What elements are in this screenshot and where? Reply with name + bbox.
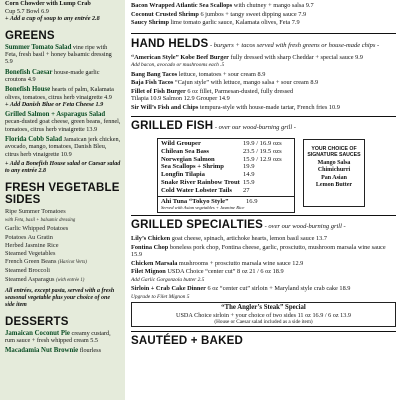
fish-row — [158, 156, 294, 164]
section-divider — [131, 331, 396, 332]
side-item — [5, 258, 121, 267]
item-desc: hearts of palm, Kalamata olives, tomatoes, citrus herb vinaigrette 4.9 — [5, 86, 114, 101]
section-title: GRILLED SPECIALTIES — [131, 219, 264, 231]
special-title: “The Angler’s Steak” Special — [221, 304, 306, 311]
soup-note: + Add a cup of soup to any entrée 2.8 — [5, 15, 100, 23]
item-desc: pecan-dusted goat cheese, green beans, fennel, tomatoes, citrus herb vinaigrette 13.9 — [5, 118, 121, 133]
item-name: Saucy Shrimp — [131, 19, 169, 26]
handheld-item — [131, 54, 396, 70]
item-name: Sirloin + Crab Cake Dinner — [131, 285, 206, 292]
grilled-fish-heading — [131, 120, 396, 134]
handheld-item — [131, 88, 396, 96]
side-item: Garlic Whipped Potatoes — [5, 225, 69, 233]
section-divider — [131, 33, 396, 34]
item-note: Upgrade to Filet Mignon 5 — [131, 293, 190, 300]
item-name: Lily’s Chicken — [131, 235, 171, 242]
desserts-heading: DESSERTS — [5, 315, 69, 328]
item-desc: house-made garlic croutons 4.9 — [5, 68, 100, 83]
section-subtitle: - over our wood-burning grill - — [213, 124, 296, 131]
fish-special-row — [161, 198, 291, 206]
side-item: Steamed Vegetables — [5, 249, 56, 257]
item-desc: fully dressed with sharp Cheddar + special sauce 9.9 — [228, 53, 363, 61]
item-name: Grilled Salmon + Asparagus Salad — [5, 111, 106, 119]
section-subtitle: - burgers + tacos served with fresh greens or house-made chips - — [208, 41, 380, 49]
item-desc: lime tomato garlic sauce, Kalamata olives, Feta 7.9 — [168, 19, 300, 26]
sauce-item: Pan Asian — [321, 174, 347, 181]
item-name: “American Style” Kobe Beef Burger — [131, 53, 229, 61]
item-desc: 6 oz “center cut” sirloin + Maryland style crab cake 18.9 — [205, 285, 351, 292]
soup-prices: Cup 5.7 Bowl 6.9 — [5, 7, 49, 15]
item-desc: boneless pork chop, Fontina cheese, garlic, prosciutto, mushroom marsala wine sauce 15.9 — [131, 243, 386, 258]
specialty-item — [131, 285, 396, 301]
specialty-item — [131, 244, 396, 259]
section-title: HAND HELDS — [131, 37, 209, 50]
hand-helds-heading — [131, 38, 396, 52]
menu-item-addon: + Add Danish Blue or Feta Cheese 1.9 — [5, 100, 104, 108]
item-name: Macadamia Nut Brownie — [5, 347, 79, 355]
item-desc: mushrooms + prosciutto marsala wine sauce 12.9 — [177, 259, 304, 267]
soup-title: Corn Chowder with Lump Crab — [5, 0, 91, 7]
item-desc: 6 oz fillet, Parmesan-dusted, fully dressed — [185, 87, 294, 95]
fish-special-note: Served with Asian vegetables + Jasmine Rice — [161, 205, 245, 211]
item-desc: “Cajun style” with lettuce, mango salsa + sour cream 8.9 — [173, 79, 319, 86]
side-note: with Feta, basil + balsamic dressing — [5, 218, 76, 224]
appetizer-item — [131, 2, 396, 10]
side-name: Ripe Summer Tomatoes — [5, 207, 66, 215]
section-title: GRILLED FISH — [131, 120, 214, 132]
grilled-specialties-heading — [131, 219, 396, 233]
item-desc: goat cheese, spinach, artichoke hearts, lemon basil sauce 13.7 — [170, 235, 327, 242]
fish-row — [158, 140, 294, 148]
menu-item — [5, 111, 121, 133]
item-desc: creamy custard, rum sauce + fresh whipped cream 5.5 — [5, 329, 111, 345]
appetizer-item — [131, 11, 396, 19]
item-desc: USDA Choice “center cut” 8 oz 21 / 6 oz 18.9 — [165, 268, 284, 275]
soup-block — [5, 0, 121, 23]
fish-name: Chilean Sea Bass — [161, 147, 209, 155]
item-name: Filet Mignon — [131, 268, 166, 275]
fish-price: 15.9 / 12.9 ozs — [243, 155, 282, 163]
item-name: Fontina Chop — [131, 243, 169, 251]
fish-row — [158, 163, 294, 171]
vegetable-sides-heading: FRESH VEGETABLE SIDES — [5, 181, 120, 206]
menu-item — [5, 69, 121, 84]
fish-name: Cold Water Lobster Tails — [161, 186, 232, 194]
menu-item — [5, 330, 121, 345]
side-item — [5, 276, 121, 285]
section-subtitle: - over our wood-burning grill - — [263, 223, 346, 230]
fish-name: Snake River Rainbow Trout — [161, 178, 240, 186]
item-desc: with chutney + mango salsa 9.7 — [232, 2, 314, 9]
handheld-item — [131, 79, 396, 87]
specialty-item — [131, 235, 396, 243]
sides-note: All entrées, except pasta, served with a fresh seasonal vegetable plus your choice of one side item — [5, 287, 115, 308]
fish-row — [158, 148, 294, 156]
sauces-heading: YOUR CHOICE OF SIGNATURE SAUCES — [307, 146, 361, 158]
item-name: Bang Bang Tacos — [131, 70, 178, 78]
side-item: Steamed Broccoli — [5, 267, 50, 275]
item-desc: Jamaican jerk chicken, avocado, mango, tomatoes, Danish Bleu, citrus herb vinaigrette 10.9 — [5, 136, 121, 158]
side-name: Steamed Asparagus — [5, 275, 55, 283]
fish-price: 15.9 — [243, 178, 255, 186]
item-desc: tempura-style with house-made tartar, French fries 10.9 — [198, 103, 340, 111]
section-divider — [131, 116, 396, 117]
item-name: Jamaican Coconut Pie — [5, 329, 70, 337]
menu-item — [5, 44, 121, 66]
appetizer-item — [131, 19, 396, 27]
item-name: Bonefish Caesar — [5, 68, 53, 76]
fish-price: 27 — [243, 186, 250, 194]
sauce-item: Mango Salsa — [317, 160, 351, 166]
grilled-fish-block — [157, 138, 400, 212]
item-note: Add bacon, avocado or mushrooms each .5 — [131, 62, 225, 68]
fish-price: 23.5 / 19.5 ozs — [243, 147, 282, 155]
fish-price: 14.9 — [243, 171, 255, 179]
item-name: Coconut Crusted Shrimp — [131, 10, 199, 18]
fish-price: 19.9 — [243, 163, 255, 171]
special-note: (House or Caesar salad included as a side item) — [214, 319, 313, 325]
side-name: French Green Beans — [5, 258, 57, 266]
greens-heading: GREENS — [5, 29, 55, 42]
item-name: Chicken Marsala — [131, 259, 178, 267]
item-name: Sir Will’s Fish and Chips — [131, 103, 199, 111]
fish-list — [157, 138, 295, 213]
sauce-item: Chimichurri — [317, 167, 351, 174]
item-name: Fillet of Fish Burger — [131, 87, 186, 95]
side-item: Herbed Jasmine Rice — [5, 241, 59, 249]
item-note: Add Garlic Gorgonzola butter 2.5 — [131, 276, 205, 283]
signature-sauces-box — [303, 139, 365, 207]
fish-price: 19.9 / 16.9 ozs — [243, 140, 282, 147]
fish-price: 16.9 — [246, 197, 258, 205]
menu-item — [5, 347, 121, 354]
section-divider — [131, 215, 396, 216]
side-note: (with entrée 1) — [56, 277, 85, 283]
specialty-item — [131, 260, 396, 268]
fish-name: Norwegian Salmon — [161, 155, 215, 163]
greens-note: + Add a Bonefish House salad or Caesar salad to any entrée 2.8 — [5, 160, 121, 174]
menu-item — [5, 136, 121, 158]
menu-item — [5, 86, 121, 101]
anglers-steak-special — [131, 302, 396, 327]
item-desc: vine ripe with Feta, fresh basil + honey balsamic dressing 5.9 — [5, 43, 112, 66]
sauce-item: Lemon Butter — [315, 182, 353, 189]
fish-special — [158, 196, 294, 213]
handheld-item — [131, 104, 396, 112]
specialty-item — [131, 268, 396, 284]
fish-name: Sea Scallops + Shrimp — [161, 163, 224, 171]
side-note: (Haricot Verts) — [57, 260, 87, 266]
fish-row — [158, 187, 294, 195]
item-name: Florida Cobb Salad — [5, 136, 63, 144]
side-item — [5, 208, 121, 225]
right-column — [127, 0, 400, 400]
fish-row — [158, 179, 294, 187]
fish-name: Longfin Tilapia — [161, 171, 205, 179]
fish-name: Wild Grouper — [161, 140, 201, 147]
side-item: Potatoes Au Gratin — [5, 233, 53, 241]
item-desc: flourless — [79, 347, 101, 355]
item-desc: 6 jumbos + tangy sweet dipping sauce 7.9 — [198, 10, 307, 18]
fish-row — [158, 171, 294, 179]
special-line: USDA Choice sirloin + your choice of two sides 11 oz 16.9 / 6 oz 13.9 — [176, 312, 351, 319]
item-name: Bonefish House — [5, 86, 51, 94]
handheld-item-prices: Tilapia 10.9 Salmon 12.9 Grouper 14.9 — [131, 95, 230, 102]
item-name: Baja Fish Tacos — [131, 79, 174, 86]
item-desc: lettuce, tomatoes + sour cream 8.9 — [177, 70, 266, 78]
handheld-item — [131, 71, 396, 79]
left-column — [0, 0, 125, 400]
sauteed-baked-heading: SAUTÉED + BAKED — [131, 335, 243, 347]
item-name: Bacon Wrapped Atlantic Sea Scallops — [131, 2, 233, 9]
fish-name: Ahi Tuna “Tokyo Style” — [161, 197, 229, 205]
item-name: Summer Tomato Salad — [5, 43, 72, 51]
